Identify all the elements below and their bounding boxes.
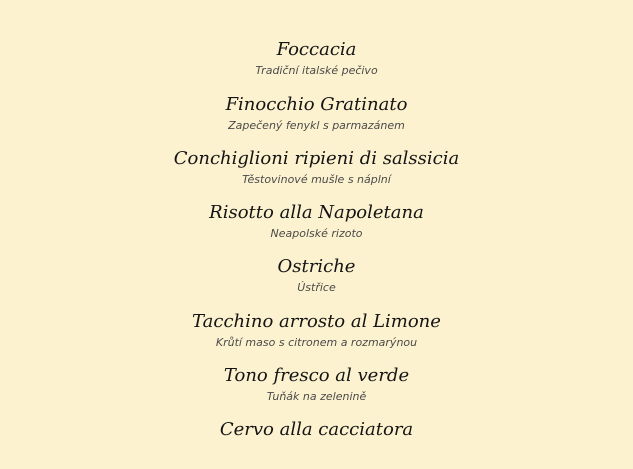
menu-item-description: Neapolské rizoto [270,227,363,241]
menu-item [0,306,633,360]
menu-item-title: Cervo alla cacciatora [219,419,414,441]
menu-item-title: Foccacia [276,39,357,61]
menu-item-description [0,0,633,2]
menu-item-title: Tono fresco al verde [223,365,410,387]
menu-item [0,0,633,34]
menu-item-title: Conchiglioni ripieni di salssicia [173,147,460,169]
menu-item-description: Ústřice [297,281,336,295]
menu-item-description: Krůtí maso s citronem a rozmarýnou [215,335,418,349]
menu-item-description: Těstovinové mušle s náplní [242,172,391,186]
menu-item-description: Tuňák na zelenině [266,390,367,404]
menu-item [0,360,633,414]
menu-item-title: Tacchino arrosto al Limone [192,310,441,332]
menu-item [0,251,633,305]
menu-item [0,34,633,88]
menu-item [0,143,633,197]
menu-item [0,414,633,468]
menu-item-title: Ostriche [277,256,356,278]
menu-item [0,197,633,251]
menu-item-description: Tradiční italské pečivo [255,64,378,78]
menu-item-description: Zapečený fenykl s parmazánem [228,118,405,132]
menu-item-title: Finocchio Gratinato [225,93,408,115]
menu-item [0,89,633,143]
menu-item-title: Risotto alla Napoletana [209,202,424,224]
